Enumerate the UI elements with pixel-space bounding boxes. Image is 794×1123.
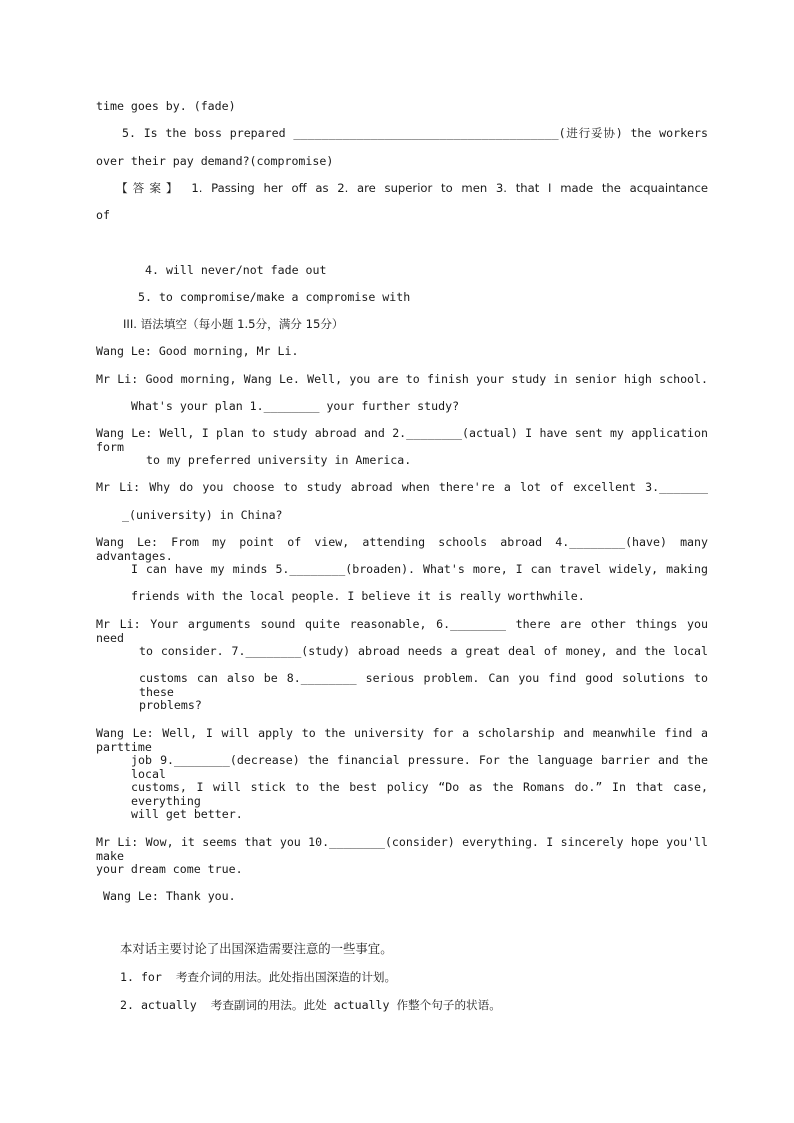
dialogue-line: Wang Le: Well, I plan to study abroad and 2.________(actual) I have sent my application form	[96, 426, 708, 454]
dialogue-line: friends with the local people. I believe it is really worthwhile.	[131, 589, 585, 603]
dialogue-line: I can have my minds 5.________(broaden). What's more, I can travel widely, making	[131, 562, 708, 576]
dialogue-line: Wang Le: Thank you.	[103, 889, 236, 903]
dialogue-line: will get better.	[131, 807, 243, 821]
text-line: time goes by. (fade)	[96, 99, 236, 113]
dialogue-line: to consider. 7.________(study) abroad needs a great deal of money, and the local	[139, 644, 708, 658]
text-line: over their pay demand?(compromise)	[96, 154, 334, 168]
question-5: 5. Is the boss prepared ______________________________________(进行妥协) the workers	[122, 126, 708, 140]
dialogue-line: Mr Li: Why do you choose to study abroad when there're a lot of excellent 3._______	[96, 480, 708, 494]
answer-key: 【答案】 1. Passing her off as 2. are superior to men 3. that I made the acquaintance	[116, 181, 708, 195]
dialogue-line: customs can also be 8.________ serious problem. Can you find good solutions to these	[139, 671, 708, 699]
dialogue-line: What's your plan 1.________ your further study?	[131, 399, 460, 413]
dialogue-line: your dream come true.	[96, 862, 243, 876]
explanation-1: 1. for 考查介词的用法。此处指出国深造的计划。	[120, 970, 397, 984]
dialogue-line: Mr Li: Your arguments sound quite reasonable, 6.________ there are other things you need	[96, 617, 708, 645]
dialogue-line: problems?	[139, 698, 202, 712]
text-line: of	[96, 208, 110, 222]
dialogue-line: job 9.________(decrease) the financial pressure. For the language barrier and the local	[131, 753, 708, 781]
dialogue-line: Wang Le: Good morning, Mr Li.	[96, 344, 299, 358]
dialogue-line: to my preferred university in America.	[146, 453, 412, 467]
dialogue-line: Wang Le: Well, I will apply to the university for a scholarship and meanwhile find a parttime	[96, 726, 708, 754]
dialogue-line: Mr Li: Wow, it seems that you 10.________(consider) everything. I sincerely hope you'll make	[96, 835, 708, 863]
dialogue-line: _(university) in China?	[122, 508, 283, 522]
section-heading: III. 语法填空（每小题 1.5分，满分 15分）	[123, 317, 344, 331]
dialogue-line: Mr Li: Good morning, Wang Le. Well, you are to finish your study in senior high school.	[96, 372, 708, 386]
answer-5: 5. to compromise/make a compromise with	[138, 290, 411, 304]
dialogue-line: Wang Le: From my point of view, attending schools abroad 4.________(have) many advantages.	[96, 535, 708, 563]
explanation-2: 2. actually 考查副词的用法。此处 actually 作整个句子的状语。	[120, 998, 501, 1012]
dialogue-line: customs, I will stick to the best policy “Do as the Romans do.” In that case, everything	[131, 780, 708, 808]
answer-4: 4. will never/not fade out	[145, 263, 327, 277]
explanation-summary: 本对话主要讨论了出国深造需要注意的一些事宜。	[120, 941, 393, 956]
